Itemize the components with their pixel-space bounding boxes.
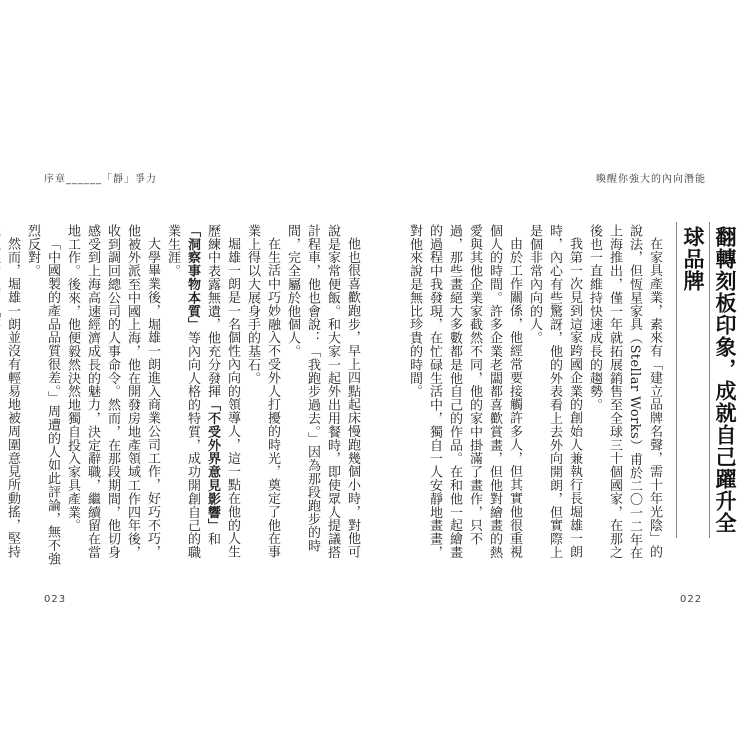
paragraph: 他也很喜歡跑步，早上四點起床慢跑幾個小時，對他可說是家常便飯。和大家一起外出用餐時，即使眾人提議搭計程車，他也會說：「我跑步過去。」因為那段跑步的時間，完全屬於他個人。 <box>285 224 360 559</box>
section-title-box <box>676 222 737 538</box>
page-number-right: 022 <box>680 594 703 605</box>
right-page-body <box>407 224 664 570</box>
paragraph: 在家具產業，素來有「建立品牌名聲，需十年光陰」的說法，但恆星家具（Stellar Works）甫於二〇一二年在上海推出，僅一年就拓展銷售至全球三十個國家，在那之後也一直維持快速成長的趨勢。 <box>587 224 662 560</box>
paragraph: 「中國製的產品品質很差。」周遭的人如此評論，無不強烈反對。 <box>25 224 60 566</box>
paragraph: 我第一次見到這家跨國企業的創始人兼執行長堀雄一朗時，內心有些驚訝，他的外表看上去外向開朗，但實際上是個非常內向的人。 <box>527 224 582 559</box>
left-page-body <box>5 224 362 570</box>
paragraph: 在生活中巧妙融入不受外人打擾的時光，奠定了他在事業上得以大展身手的基石。 <box>245 224 280 559</box>
paragraph: 然而，堀雄一朗並沒有輕易地被周圍意見所動搖，堅持 <box>5 237 20 559</box>
paragraph: 由於工作關係，他經常要接觸許多人，但其實他很重視個人的時間。許多企業老闆都喜歡賞畫，但他對繪畫的熱愛與其他企業家截然不同，他的家中掛滿了畫作，只不過，那些畫絕大多數都是他自己的作品。在和他一起繪畫的過程中我發現，在忙碌生活中，獨自一人安靜地畫畫，對他來說是無比珍貴的時間。 <box>407 224 522 559</box>
section-title: 翻轉刻板印象，成就自己躍升全球品牌 <box>681 226 737 534</box>
running-head-book-title: 喚醒你強大的內向潛能 <box>596 174 706 185</box>
page-number-left: 023 <box>44 594 67 605</box>
highlight-phrase: 「洞察事物本質」 <box>185 224 200 332</box>
running-head-chapter: 序章______「靜」爭力 <box>44 174 157 185</box>
highlight-phrase: 「不受外界意見影響」 <box>205 398 220 533</box>
paragraph: 大學畢業後，堀雄一朗進入商業公司工作，好巧不巧，他被外派至中國上海，他在開發房地產領域工作四年後，收到調回總公司的人事命令。然而，在那段期間，他切身感受到上海高速經濟成長的魅力，決定辭職，繼續留在當地工作。後來，他便毅然決然地獨自投入家具產業。 <box>65 224 160 559</box>
text-run: 和 <box>205 532 220 546</box>
text-run: 堀雄一朗是一名個性內向的領導人，這一點在他的人生歷練中表露無遺，他充分發揮 <box>205 224 240 559</box>
text-run: 等內向人格的特質，成功開創自己的職業生涯。 <box>165 224 200 560</box>
paragraph-with-highlights <box>162 224 242 570</box>
